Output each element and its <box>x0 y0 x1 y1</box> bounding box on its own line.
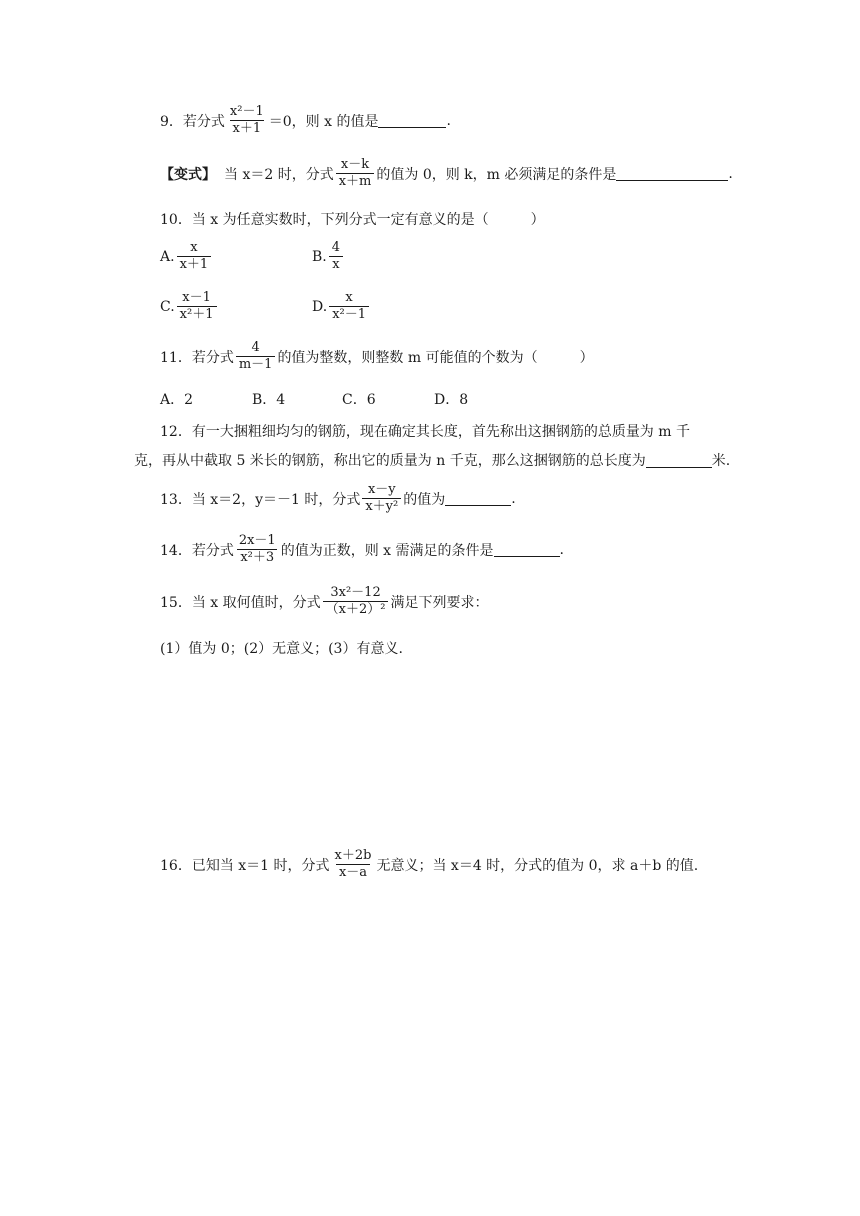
q12-end: 米. <box>711 453 731 469</box>
fraction-numerator: x－1 <box>182 290 211 305</box>
q14-suffix: 的值为正数，则 x 需满足的条件是 <box>280 542 494 559</box>
option-fraction <box>177 290 217 323</box>
option-fraction <box>329 240 343 273</box>
q15-suffix: 满足下列要求： <box>390 594 489 611</box>
q10-option-a[interactable] <box>160 240 213 273</box>
fraction-numerator: 4 <box>251 340 260 355</box>
q14-prefix: 14．若分式 <box>160 542 234 559</box>
q9-fraction <box>227 104 267 137</box>
fraction-numerator: 3x²－12 <box>330 585 381 600</box>
option-label: D. <box>312 298 328 315</box>
question-16 <box>160 848 698 881</box>
q10-option-b[interactable] <box>312 240 345 273</box>
fraction-denominator: x²－1 <box>329 306 369 323</box>
variant-tag: 【变式】 <box>160 166 216 183</box>
q11-fraction <box>236 340 276 373</box>
fraction-numerator: 4 <box>331 240 341 255</box>
fraction-denominator: x－a <box>336 864 370 881</box>
q15-subparts-text: (1）值为 0；(2）无意义；(3）有意义. <box>160 641 403 657</box>
fraction-numerator: x <box>190 240 198 255</box>
question-12-line-1 <box>160 421 690 441</box>
fraction-denominator: x²＋1 <box>177 306 217 323</box>
question-11 <box>160 340 594 373</box>
option-label: B. <box>312 248 327 265</box>
fraction-numerator: x²－1 <box>229 104 264 119</box>
q15-prefix: 15．当 x 取何值时，分式 <box>160 594 321 611</box>
q12-text-1: 12．有一大捆粗细均匀的钢筋，现在确定其长度，首先称出这捆钢筋的总质量为 m 千 <box>160 424 690 440</box>
fraction-denominator: x＋y² <box>362 498 401 515</box>
question-13 <box>160 482 516 515</box>
question-12-line-2 <box>134 450 730 470</box>
option-text: B．4 <box>252 392 286 408</box>
option-label: A. <box>160 248 175 265</box>
fraction-numerator: x＋2b <box>334 848 372 863</box>
q9-end: . <box>446 112 451 129</box>
q10-option-c[interactable] <box>160 290 219 323</box>
q13-end: . <box>511 490 516 507</box>
question-15-subparts <box>160 638 403 658</box>
fraction-numerator: 2x－1 <box>238 533 276 548</box>
q11-option-b[interactable] <box>252 389 285 409</box>
q14-end: . <box>559 541 564 558</box>
fraction-denominator: x＋m <box>336 173 375 190</box>
q15-fraction <box>323 585 389 618</box>
q16-prefix: 16．已知当 x＝1 时，分式 <box>160 857 330 874</box>
variant-end: . <box>728 165 733 182</box>
answer-blank[interactable] <box>445 491 511 506</box>
option-text: C．6 <box>342 392 376 408</box>
fraction-denominator: x²＋3 <box>237 549 277 566</box>
q13-suffix: 的值为 <box>403 491 446 508</box>
fraction-numerator: x－k <box>340 157 370 172</box>
q16-fraction <box>332 848 375 881</box>
q10-stem: 10．当 x 为任意实数时，下列分式一定有意义的是（ ） <box>160 212 545 228</box>
variant-text-1: 当 x＝2 时，分式 <box>224 166 334 183</box>
question-14 <box>160 533 564 566</box>
question-10 <box>160 209 545 229</box>
answer-blank[interactable] <box>646 453 712 468</box>
fraction-numerator: x <box>345 290 353 305</box>
fraction-denominator: （x＋2）² <box>323 601 389 618</box>
fraction-numerator: x－y <box>367 482 396 497</box>
q9-text: ＝0，则 x 的值是 <box>268 113 379 130</box>
variant-text-2: 的值为 0，则 k，m 必须满足的条件是 <box>376 166 617 183</box>
q11-option-d[interactable] <box>434 389 468 409</box>
q11-prefix: 11．若分式 <box>160 349 234 366</box>
q9-prefix: 9．若分式 <box>160 113 225 130</box>
option-text: A．2 <box>160 392 194 408</box>
question-9 <box>160 104 451 137</box>
option-text: D．8 <box>434 392 469 408</box>
answer-blank[interactable] <box>378 113 446 128</box>
fraction-denominator: x＋1 <box>177 256 212 273</box>
variant-question <box>160 157 733 190</box>
q11-suffix: 的值为整数，则整数 m 可能值的个数为（ ） <box>277 349 594 366</box>
question-15 <box>160 585 488 618</box>
fraction-denominator: x＋1 <box>230 120 265 137</box>
fraction-denominator: x <box>329 256 342 273</box>
q11-option-c[interactable] <box>342 389 376 409</box>
fraction-denominator: m－1 <box>236 356 276 373</box>
q12-text-2: 克，再从中截取 5 米长的钢筋，称出它的质量为 n 千克，那么这捆钢筋的总长度为 <box>134 453 646 469</box>
q14-fraction <box>236 533 279 566</box>
q11-option-a[interactable] <box>160 389 193 409</box>
q13-fraction <box>362 482 401 515</box>
q13-prefix: 13．当 x＝2，y＝－1 时，分式 <box>160 491 361 508</box>
answer-blank[interactable] <box>494 542 560 557</box>
q16-suffix: 无意义；当 x＝4 时，分式的值为 0，求 a＋b 的值. <box>376 857 699 874</box>
q10-option-d[interactable] <box>312 290 371 323</box>
answer-blank[interactable] <box>616 166 728 181</box>
option-fraction <box>177 240 212 273</box>
option-fraction <box>329 290 369 323</box>
option-label: C. <box>160 298 175 315</box>
variant-fraction <box>336 157 375 190</box>
